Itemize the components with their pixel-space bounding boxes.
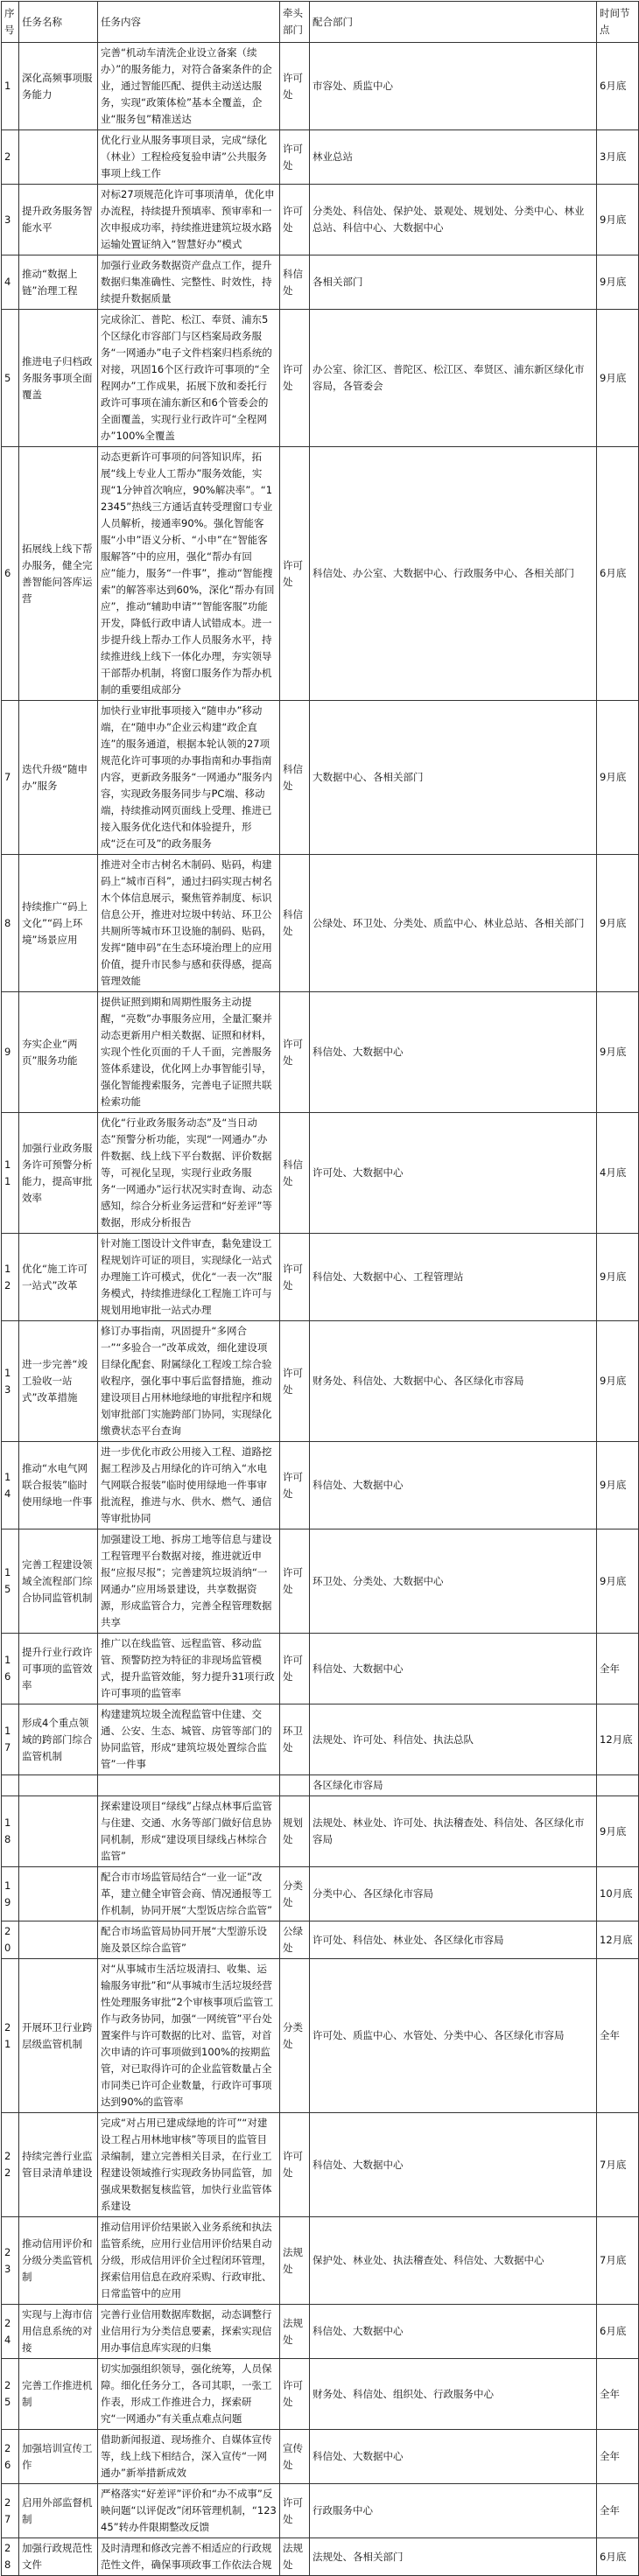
cell-content: 借助新闻报道、现场推介、自媒体宣传等，线上线下相结合，深入宣传“一网通办”新举措新成效 (98, 2430, 280, 2484)
cell-name (19, 1867, 98, 1922)
cell-content: 严格落实“好差评”评价和“办不成事”反映问题“以评促改”闭环管理机制，“12345”转办件限期整改反馈 (98, 2484, 280, 2538)
cell-time: 6月底 (597, 447, 639, 701)
table-row (2, 1634, 639, 1704)
cell-lead: 许可处 (280, 1321, 310, 1442)
cell-content: 切实加强组织领导，强化统筹，人员保障。细化任务分工，各司其职，一张工作表，形成工作推进合力，探索研究“一网通办”有关重点难点问题 (98, 2359, 280, 2430)
table-row (2, 1959, 639, 2113)
cell-no: 23 (2, 2217, 19, 2305)
cell-name (19, 1775, 98, 1796)
cell-no: 18 (2, 1796, 19, 1867)
cell-time: 9月底 (597, 310, 639, 447)
cell-no: 25 (2, 2359, 19, 2430)
cell-content: 配合市市场监管局结合“一业一证”改革，建立健全审管会商、情况通报等工作机制，协同开展“大型饭店综合监管” (98, 1867, 280, 1922)
cell-lead: 许可处 (280, 1634, 310, 1704)
cell-coop: 法规处、各相关部门 (310, 2538, 597, 2576)
cell-lead: 许可处 (280, 1442, 310, 1530)
cell-name (19, 1922, 98, 1959)
cell-no: 9 (2, 992, 19, 1113)
cell-time: 4月底 (597, 1113, 639, 1234)
cell-lead: 法规处 (280, 2538, 310, 2576)
cell-coop: 科信处、大数据中心 (310, 992, 597, 1113)
cell-no: 13 (2, 1321, 19, 1442)
cell-content: 构建建筑垃圾全流程监管中住建、交通、公安、生态、城管、房管等部门的协同监管，形成“建筑垃圾处置综合监管”一件事 (98, 1704, 280, 1775)
cell-coop: 科信处、办公室、大数据中心、行政服务中心、各相关部门 (310, 447, 597, 701)
cell-coop: 环卫处、分类处、大数据中心 (310, 1530, 597, 1634)
cell-content: 推进对全市古树名木制码、贴码，构建码上“城市百科”，通过扫码实现古树名木个体信息展示，聚焦管养制度、标识信息公开，推进对垃圾中转站、环卫公共厕所等城市环卫设施的制码、贴码，发挥“随申码”在生态环境治理上的应用价值，提升市民参与感和获得感，提高管理效能 (98, 855, 280, 992)
table-row (2, 2359, 639, 2430)
cell-time: 3月底 (597, 130, 639, 185)
cell-content: 完善行业信用数据库数据，动态调整行业信用行为分类信息要素，探索实现信用办事信息库实现的归集 (98, 2305, 280, 2359)
cell-lead: 许可处 (280, 992, 310, 1113)
cell-name: 推进电子归档政务服务事项全面覆盖 (19, 310, 98, 447)
cell-coop: 科信处、大数据中心 (310, 2430, 597, 2484)
cell-time: 10月底 (597, 1867, 639, 1922)
cell-lead: 许可处 (280, 185, 310, 256)
cell-no: 4 (2, 256, 19, 310)
cell-time: 7月底 (597, 2217, 639, 2305)
cell-no: 11 (2, 1113, 19, 1234)
table-row (2, 1922, 639, 1959)
header-time: 时间节点 (597, 2, 639, 43)
table-row (2, 701, 639, 855)
cell-name: 持续推广“码上文化”“码上环境”场景应用 (19, 855, 98, 992)
cell-coop: 公绿处、环卫处、分类处、质监中心、林业总站、各相关部门 (310, 855, 597, 992)
cell-content: 完成“对占用已建成绿地的许可”“对建设工程占用林地审核”等项目的监管目录编制，建立完善相关目录，在行业工程建设领域推行实现政务协同监管，加强成果数据复核监管，加快行业监管体系建设 (98, 2113, 280, 2217)
table-row (2, 310, 639, 447)
cell-content: 及时清理和修改完善不相适应的行政规范性文件，确保事项政事工作依法合规 (98, 2538, 280, 2576)
table-row (2, 1321, 639, 1442)
cell-name: 启用外部监督机制 (19, 2484, 98, 2538)
cell-coop: 科信处、大数据中心 (310, 2305, 597, 2359)
cell-name: 拓展线上线下帮办服务，健全完善智能问答库运营 (19, 447, 98, 701)
table-row (2, 1442, 639, 1530)
cell-time: 9月底 (597, 1234, 639, 1321)
cell-no: 8 (2, 855, 19, 992)
cell-no: 6 (2, 447, 19, 701)
cell-no: 17 (2, 1704, 19, 1775)
cell-time: 9月底 (597, 1321, 639, 1442)
cell-time: 9月底 (597, 256, 639, 310)
header-name: 任务名称 (19, 2, 98, 43)
table-row (2, 447, 639, 701)
table-row (2, 2113, 639, 2217)
cell-time: 9月底 (597, 1442, 639, 1530)
cell-lead (280, 1775, 310, 1796)
cell-coop: 法规处、许可处、科信处、执法总队 (310, 1704, 597, 1775)
cell-name: 形成4个重点领域的跨部门综合监管机制 (19, 1704, 98, 1775)
cell-content: 对标27项规范化许可事项清单，优化申办流程，持续提升预填率、预审率和一次申报成功率，持续推进建筑垃圾水路运输处置证纳入“智慧好办”模式 (98, 185, 280, 256)
cell-no: 14 (2, 1442, 19, 1530)
header-content: 任务内容 (98, 2, 280, 43)
cell-coop: 分类中心、各区绿化市容局 (310, 1867, 597, 1922)
cell-no: 26 (2, 2430, 19, 2484)
cell-no: 20 (2, 1922, 19, 1959)
cell-content: 加强行业政务数据资产盘点工作，提升数据归集准确性、完整性、时效性，持续提升数据质量 (98, 256, 280, 310)
cell-coop: 保护处、林业处、执法稽查处、科信处、大数据中心 (310, 2217, 597, 2305)
table-row (2, 2430, 639, 2484)
header-seq: 序号 (2, 2, 19, 43)
cell-coop: 林业总站 (310, 130, 597, 185)
table-row (2, 256, 639, 310)
cell-no: 2 (2, 130, 19, 185)
cell-coop: 科信处、大数据中心 (310, 2113, 597, 2217)
cell-name: 加强行政规范性文件 (19, 2538, 98, 2576)
cell-coop: 大数据中心、各相关部门 (310, 701, 597, 855)
cell-name (19, 1796, 98, 1867)
cell-no: 24 (2, 2305, 19, 2359)
cell-time: 9月底 (597, 1530, 639, 1634)
cell-time: 6月底 (597, 2305, 639, 2359)
cell-lead: 宣传处 (280, 2430, 310, 2484)
cell-coop: 法规处、林业处、许可处、执法稽查处、科信处、各区绿化市容局 (310, 1796, 597, 1867)
task-table (1, 1, 639, 2576)
cell-name: 加强行业政务服务许可预警分析能力，提高审批效率 (19, 1113, 98, 1234)
cell-time: 9月底 (597, 855, 639, 992)
cell-coop: 办公室、徐汇区、普陀区、松江区、奉贤区、浦东新区绿化市容局，各管委会 (310, 310, 597, 447)
cell-time: 全年 (597, 2359, 639, 2430)
cell-time: 全年 (597, 2430, 639, 2484)
cell-name: 完善工程建设领域全流程部门综合协同监管机制 (19, 1530, 98, 1634)
cell-content: 优化行业从服务事项目录，完成“绿化（林业）工程检疫复验申请”公共服务事项上线工作 (98, 130, 280, 185)
cell-no: 12 (2, 1234, 19, 1321)
cell-content: 加强建设工地、拆房工地等信息与建设工程管理平台数据对接，推进就近申报“应报尽报”；完善建筑垃圾消纳“一网通办”应用场景建设，共享数据资源，形成监管合力，完善全程管理数据共享 (98, 1530, 280, 1634)
cell-content: 提供证照到期和周期性服务主动提醒，“亮数”办事服务应用，全量汇聚并动态更新用户相关数据、证照和材料，实现个性化页面的千人千面，完善服务签体系建设，优化网上办事智能引导，强化智能搜索服务，完善电子证照共联检索功能 (98, 992, 280, 1113)
cell-coop: 科信处、大数据中心 (310, 1442, 597, 1530)
cell-no: 3 (2, 185, 19, 256)
cell-name: 推动“水电气网联合报装”临时使用绿地一件事 (19, 1442, 98, 1530)
cell-no: 16 (2, 1634, 19, 1704)
cell-time: 7月底 (597, 2113, 639, 2217)
cell-content: 动态更新许可事项的问答知识库，拓展“线上专业人工帮办”服务效能，实现“1分钟首次响应，90%解决率”。“12345”热线三方通话直转受理窗口专业人员解析，接通率90%。强化智能客服“小申”语义分析、“小申”在“智能客服解答”中的应用，强化“帮办有回应”能力，服务“一件事”，推动“智能搜索”的解答率达到60%，深化“帮办有回应”，推动“辅助申请”“智能客服”功能开发，降低行政申请人试错成本。进一步提升线上帮办工作人员服务水平，持续推进线上线下一体化办理，夯实领导干部帮办机制，将窗口服务作为帮办机制的重要组成部分 (98, 447, 280, 701)
cell-coop: 许可处、科信处、林业处、各区绿化市容局 (310, 1922, 597, 1959)
cell-lead: 公绿处 (280, 1922, 310, 1959)
cell-time: 9月底 (597, 185, 639, 256)
cell-lead: 许可处 (280, 310, 310, 447)
table-row (2, 43, 639, 130)
cell-name: 进一步完善“竣工验收一站式”改革措施 (19, 1321, 98, 1442)
cell-lead: 环卫处 (280, 1704, 310, 1775)
cell-name (19, 130, 98, 185)
table-row (2, 1796, 639, 1867)
cell-time (597, 1775, 639, 1796)
table-header-row (2, 2, 639, 43)
cell-coop: 各相关部门 (310, 256, 597, 310)
table-row (2, 1530, 639, 1634)
cell-lead: 法规处 (280, 2217, 310, 2305)
table-body (2, 43, 639, 2576)
table-row (2, 2538, 639, 2576)
cell-lead: 规划处 (280, 1796, 310, 1867)
cell-time: 6月底 (597, 43, 639, 130)
table-row (2, 130, 639, 185)
cell-coop: 科信处、大数据中心、工程管理站 (310, 1234, 597, 1321)
cell-name: 提升行业行政许可事项的监管效率 (19, 1634, 98, 1704)
cell-content: 完善“机动车清洗企业设立备案（续办）”的服务能力，对符合备案条件的企业，通过智能匹配、提供主动送达服务，实现“政策体检”基本全覆盖，企业“服务包”精准送达 (98, 43, 280, 130)
cell-coop: 科信处、大数据中心 (310, 1634, 597, 1704)
cell-time: 9月底 (597, 992, 639, 1113)
cell-content: 进一步优化市政公用接入工程、道路挖掘工程涉及占用绿化的许可纳入“水电气网联合报装”临时使用绿地一件事审批流程，推进与水、供水、燃气、通信等审批协同 (98, 1442, 280, 1530)
cell-time: 12月底 (597, 1922, 639, 1959)
cell-coop: 财务处、科信处、组织处、行政服务中心 (310, 2359, 597, 2430)
table-row (2, 2217, 639, 2305)
cell-lead: 许可处 (280, 130, 310, 185)
cell-name: 夯实企业“两页”服务功能 (19, 992, 98, 1113)
cell-no (2, 1775, 19, 1796)
cell-content: 对“从事城市生活垃圾清扫、收集、运输服务审批”和“从事城市生活垃圾经营性处理服务审批”2个审核事项后监管工作与政务协同，加强“一网统管”平台处置案件与许可数据的比对、监管，对首次申请的许可事项做到100%的按期监管，对已取得许可的企业监管数量占全市同类已许可企业数量，行政许可事项达到90%的监管率 (98, 1959, 280, 2113)
cell-coop: 分类处、科信处、保护处、景观处、规划处、分类中心、林业总站、科信中心、大数据中心 (310, 185, 597, 256)
cell-lead: 科信处 (280, 256, 310, 310)
cell-lead: 许可处 (280, 2484, 310, 2538)
cell-content: 完成徐汇、普陀、松江、奉贤、浦东5个区绿化市容部门与区档案局政务服务“一网通办”电子文件档案归档系统的对接，巩固16个区行政许可事项的“全程网办”工作成果，拓展下放和委托行政许可事项在浦东新区和6个管委会的全面覆盖，实现行业行政许可“全程网办”100%全覆盖 (98, 310, 280, 447)
table-row (2, 1113, 639, 1234)
table-row (2, 1704, 639, 1775)
cell-no: 1 (2, 43, 19, 130)
header-coop: 配合部门 (310, 2, 597, 43)
cell-lead: 分类处 (280, 1867, 310, 1922)
cell-time: 6月底 (597, 2538, 639, 2576)
cell-lead: 科信处 (280, 855, 310, 992)
cell-time: 全年 (597, 1959, 639, 2113)
table-row (2, 2484, 639, 2538)
cell-lead: 许可处 (280, 1234, 310, 1321)
cell-time: 9月底 (597, 701, 639, 855)
cell-no: 28 (2, 2538, 19, 2576)
cell-content: 针对施工图设计文件审查，黏免建设工程规划许可证的项目，实现绿化一站式办理施工许可模式，优化“一表一次”服务模式，持续推进绿化工程施工许可与规划用地审批一站式办理 (98, 1234, 280, 1321)
cell-coop: 许可处、大数据中心 (310, 1113, 597, 1234)
cell-no: 22 (2, 2113, 19, 2217)
cell-coop: 市容处、质监中心 (310, 43, 597, 130)
cell-time: 全年 (597, 1634, 639, 1704)
cell-no: 21 (2, 1959, 19, 2113)
cell-coop: 财务处、科信处、大数据中心、各区绿化市容局 (310, 1321, 597, 1442)
cell-name: 持续完善行业监管目录清单建设 (19, 2113, 98, 2217)
cell-name: 开展环卫行业跨层级监管机制 (19, 1959, 98, 2113)
cell-time: 9月底 (597, 1796, 639, 1867)
table-row (2, 1775, 639, 1796)
cell-coop: 许可处、质监中心、水管处、分类中心、各区绿化市容局 (310, 1959, 597, 2113)
table-row (2, 992, 639, 1113)
header-lead: 牵头部门 (280, 2, 310, 43)
cell-name: 完善工作推进机制 (19, 2359, 98, 2430)
cell-name: 加强培训宣传工作 (19, 2430, 98, 2484)
cell-lead: 许可处 (280, 43, 310, 130)
cell-lead: 科信处 (280, 1113, 310, 1234)
cell-content: 加快行业审批事项接入“随申办”移动端，在“随申办”企业云构建“政企直连”的服务通道，根据本轮认领的27项规范化许可事项的办事指南和办事指南内容，更新政务服务“一网通办”服务内容，实现政务服务同步与PC端、移动端，持续推动网页面线上受理、推进已接入服务优化迭代和体验提升，形成“泛在可及”的政务服务 (98, 701, 280, 855)
cell-content: 推广以在线监管、远程监管、移动监管、预警防控为特征的非现场监管模式，提升监管效能，努力提升31项行政许可事项的监管率 (98, 1634, 280, 1704)
cell-time: 全年 (597, 2484, 639, 2538)
cell-coop: 行政服务中心 (310, 2484, 597, 2538)
cell-no: 19 (2, 1867, 19, 1922)
cell-lead: 许可处 (280, 447, 310, 701)
table-row (2, 1234, 639, 1321)
cell-name: 优化“施工许可一站式”改革 (19, 1234, 98, 1321)
cell-content: 探索建设项目“绿线”占绿点林事后监管与住建、交通、水务等部门做好信息协同机制，形成“建设项目绿线占林综合监管” (98, 1796, 280, 1867)
cell-content: 配合市场监管局协同开展“大型游乐设施及景区综合监管” (98, 1922, 280, 1959)
cell-coop: 各区绿化市容局 (310, 1775, 597, 1796)
cell-name: 推动“数据上链”治理工程 (19, 256, 98, 310)
cell-content: 推动信用评价结果嵌入业务系统和执法监管系统，应用行业信用评价结果自动分级，形成信用评价全过程闭环管理，探索信用信息在政府采购、行政审批、日常监管中的应用 (98, 2217, 280, 2305)
cell-lead: 法规处 (280, 2305, 310, 2359)
table-row (2, 1867, 639, 1922)
cell-lead: 分类处 (280, 1959, 310, 2113)
cell-name: 迭代升级“随申办”服务 (19, 701, 98, 855)
cell-no: 7 (2, 701, 19, 855)
cell-content: 修订办事指南，巩固提升“多网合一”“多验合一”改革成效，细化建设项目绿化配套、附属绿化工程竣工综合验收程序，强化事中事后监督措施，推动建设项目占用林地绿地的审批程序和规划审批部门实施跨部门协同，实现绿化缴费状态平台查询 (98, 1321, 280, 1442)
table-row (2, 2305, 639, 2359)
cell-lead: 科信处 (280, 701, 310, 855)
table-row (2, 185, 639, 256)
cell-no: 27 (2, 2484, 19, 2538)
cell-time: 12月底 (597, 1704, 639, 1775)
cell-no: 5 (2, 310, 19, 447)
cell-content: 优化“行业政务服务动态”及“当日动态”预警分析功能，实现“一网通办”办件数据、线上线下平台数据、评价数据等，可视化呈现，实现行业政务服务“一网通办”运行状况实时查询、动态感知，综合分析业务运营和“好差评”等数据，形成分析报告 (98, 1113, 280, 1234)
cell-lead: 许可处 (280, 1530, 310, 1634)
cell-no: 15 (2, 1530, 19, 1634)
cell-name: 实现与上海市信用信息系统的对接 (19, 2305, 98, 2359)
cell-name: 深化高频事项服务能力 (19, 43, 98, 130)
cell-name: 推动信用评价和分级分类监管机制 (19, 2217, 98, 2305)
cell-name: 提升政务服务智能水平 (19, 185, 98, 256)
table-row (2, 855, 639, 992)
cell-lead: 许可处 (280, 2113, 310, 2217)
cell-lead: 许可处 (280, 2359, 310, 2430)
cell-content (98, 1775, 280, 1796)
